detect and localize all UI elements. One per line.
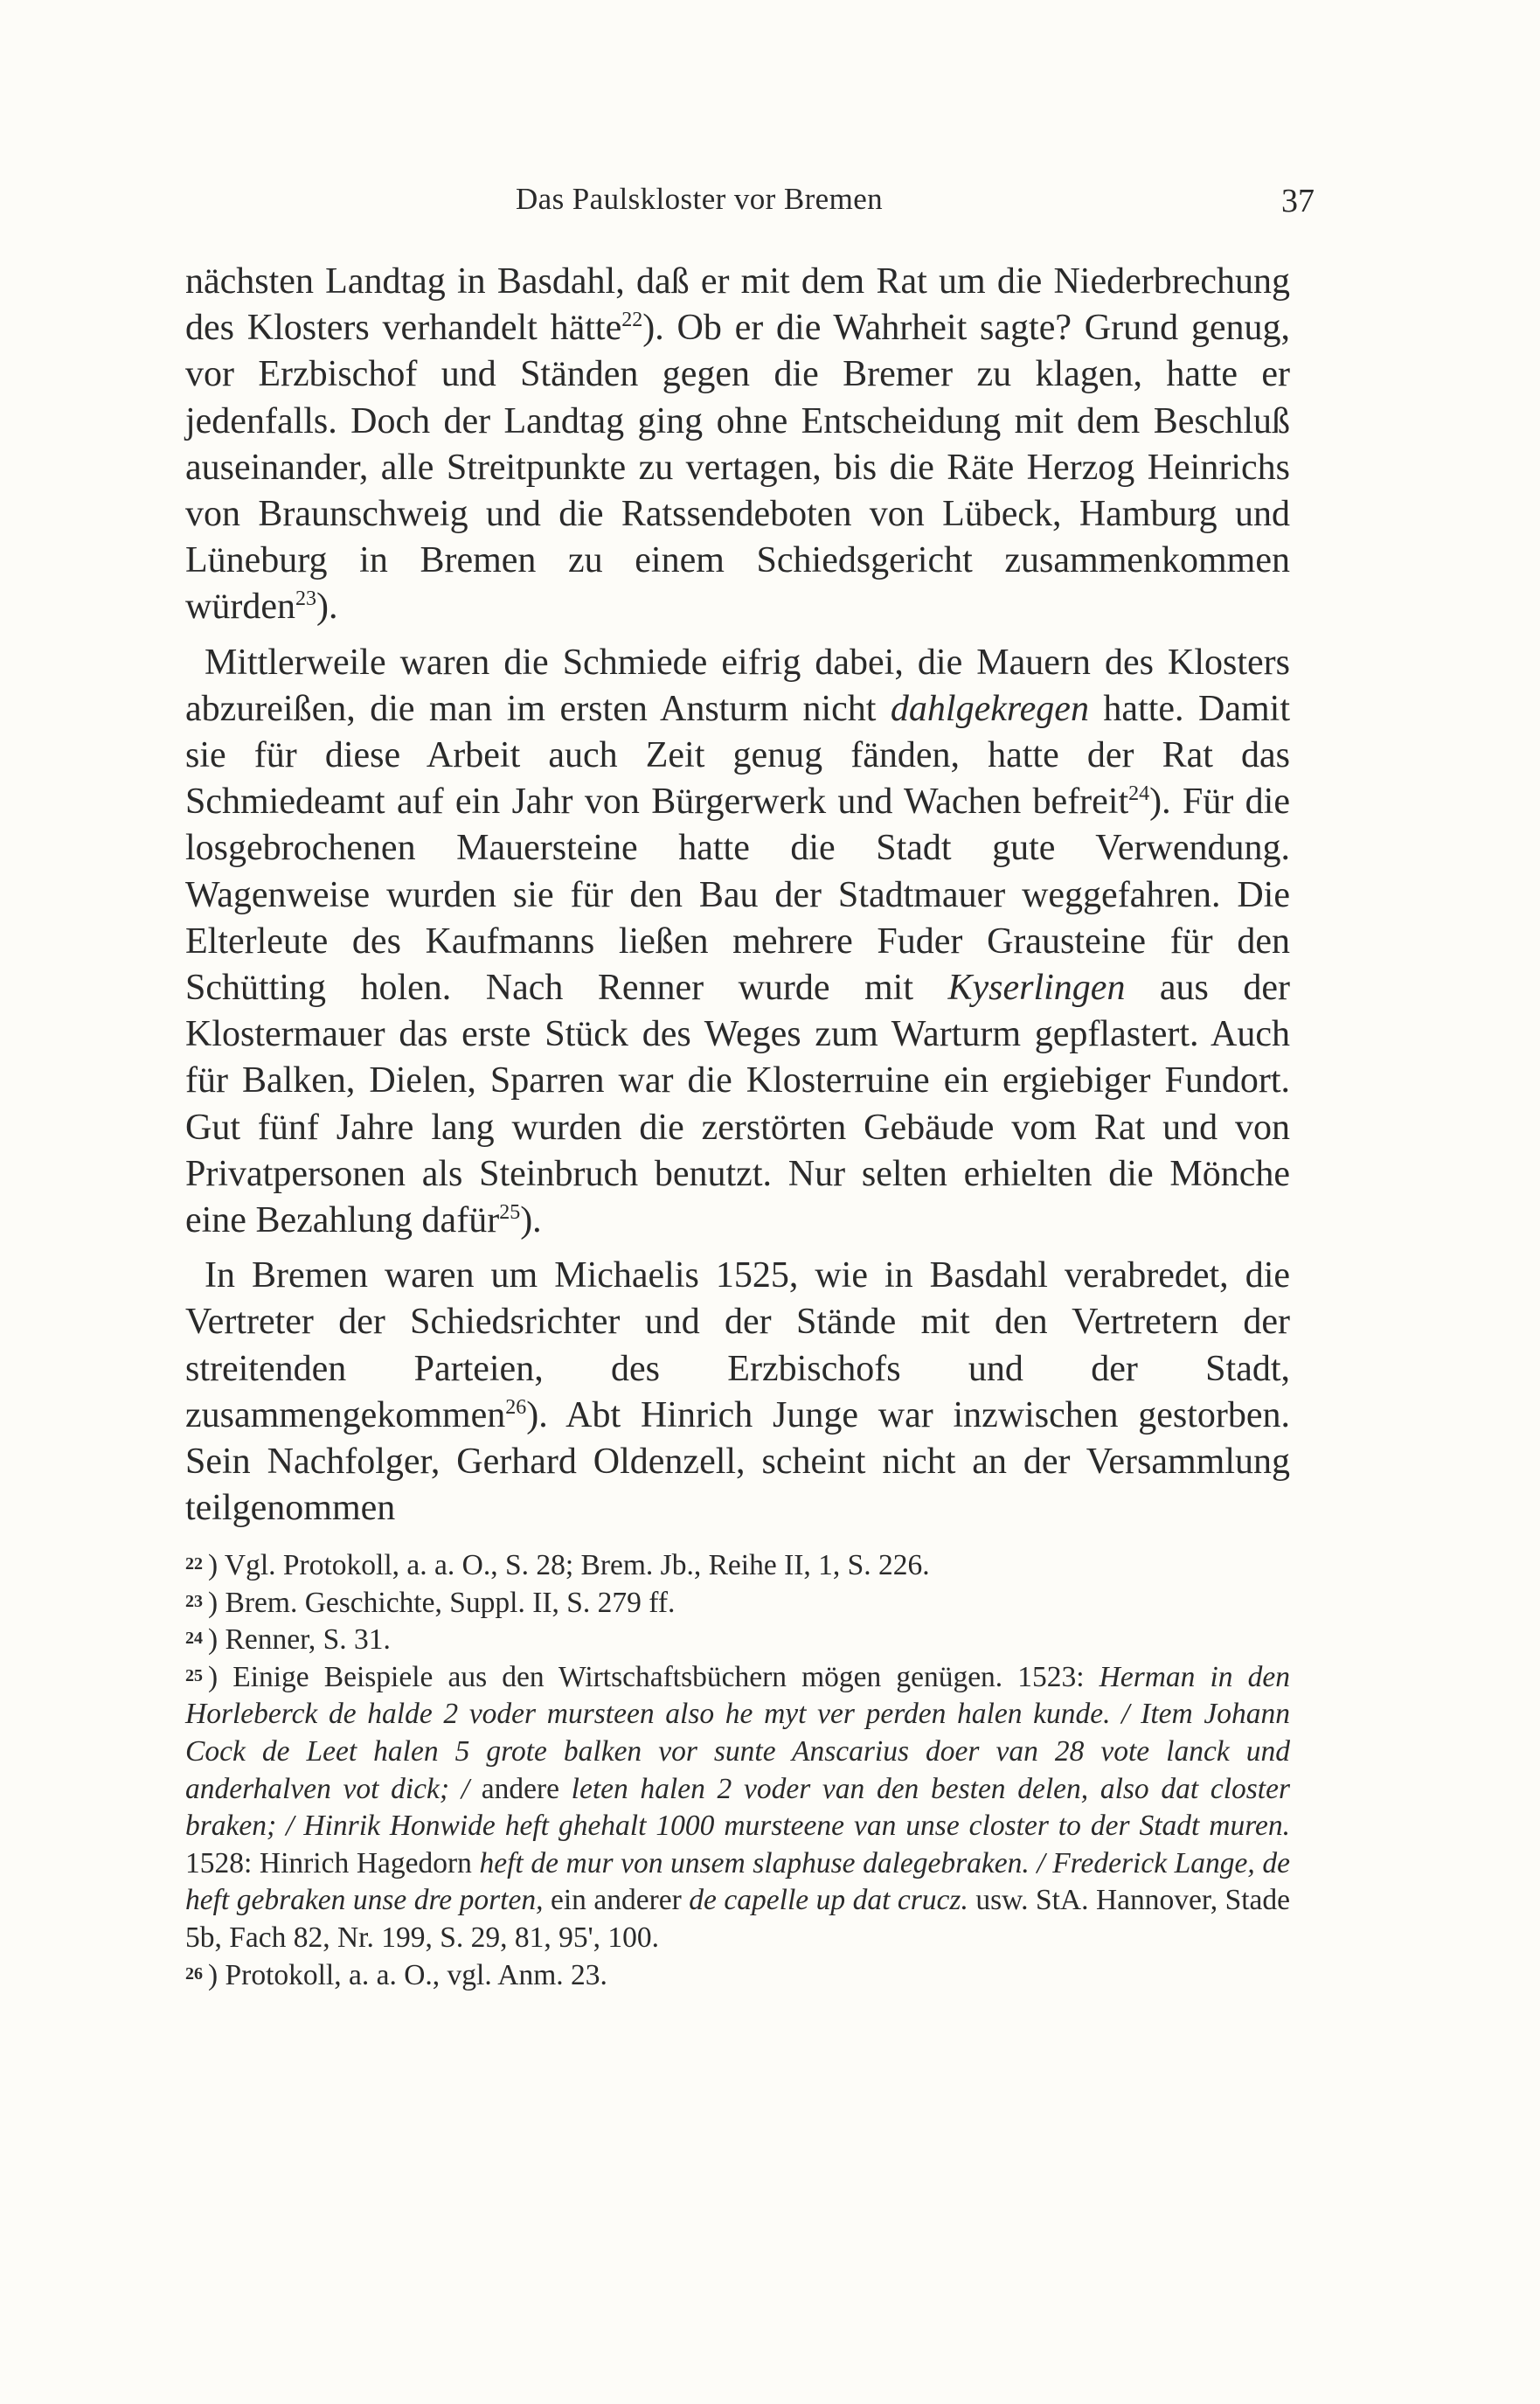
- main-text: [185, 259, 1290, 1532]
- footnote-number: 22: [185, 1554, 203, 1574]
- text-run: ).: [520, 1200, 542, 1241]
- page-number: 37: [1281, 183, 1315, 219]
- footnote-text: ) Protokoll, a. a. O., vgl. Anm. 23.: [208, 1958, 607, 1991]
- footnote-text: usw. StA. Hannover, Stade 5b, Fach 82, Nr. 199, S. 29, 81, 95', 100.: [185, 1884, 1290, 1954]
- footnote-ref-24: 24: [1128, 782, 1150, 806]
- footnote-text: ) Renner, S. 31.: [208, 1623, 391, 1657]
- quoted-source: leten halen 2 voder van den besten delen, also dat closter braken; / Hinrik Honwide heft ghehalt 1000 mursteene van unse closter to der Stadt muren.: [185, 1772, 1290, 1843]
- paragraph-3: [185, 1253, 1290, 1532]
- footnote-number: 25: [185, 1665, 203, 1685]
- footnote-text: ) Brem. Geschichte, Suppl. II, S. 279 ff.: [208, 1586, 676, 1619]
- footnote-25: [185, 1659, 1290, 1957]
- footnote-ref-23: 23: [295, 587, 316, 611]
- text-run: hatte. Damit sie für diese Arbeit auch Zeit genug fänden, hatte der Rat das Schmiedeamt auf ein Jahr von Bürgerwerk und Wachen befreit: [185, 688, 1290, 823]
- footnote-ref-25: 25: [499, 1201, 521, 1225]
- text-run: ). Für die losgebrochenen Mauersteine hatte die Stadt gute Verwendung. Wagenweise wurden sie für den Bau der Stadtmauer weggefahren. Die Elterleute des Kaufmanns ließen mehrere Fuder Grausteine für den Schütting holen. Nach Renner wurde mit: [185, 782, 1290, 1009]
- text-run: ). Abt Hinrich Junge war inzwischen gestorben. Sein Nachfolger, Gerhard Oldenzell, scheint nicht an der Versammlung teilgenommen: [185, 1394, 1290, 1529]
- footnote-text: ) Einige Beispiele aus den Wirtschaftsbüchern mögen genügen. 1523:: [208, 1660, 1100, 1693]
- footnote-23: [185, 1585, 1290, 1622]
- text-run: ).: [316, 587, 338, 628]
- quoted-source: heft de mur von unsem slaphuse dalegebraken. / Frederick Lange, de heft gebraken unse dre porten,: [185, 1846, 1290, 1917]
- footnotes: [185, 1547, 1290, 1994]
- text-run: aus der Klostermauer das erste Stück des Weges zum Warturm gepflastert. Auch für Balken, Dielen, Sparren war die Klosterruine ein ergiebiger Fundort. Gut fünf Jahre lang wurden die zerstörten Gebäude vom Rat und von Privatpersonen als Steinbruch benutzt. Nur selten erhielten die Mönche eine Bezahlung dafür: [185, 968, 1290, 1241]
- footnote-ref-22: 22: [621, 309, 643, 332]
- italic-term: dahlgekregen: [890, 688, 1089, 729]
- quoted-source: de capelle up dat crucz.: [689, 1884, 968, 1917]
- footnote-24: [185, 1622, 1290, 1659]
- paragraph-2: [185, 640, 1290, 1245]
- footnote-22: [185, 1547, 1290, 1585]
- footnote-ref-26: 26: [505, 1395, 527, 1419]
- footnote-number: 26: [185, 1963, 203, 1984]
- running-title: Das Paulskloster vor Bremen: [516, 182, 884, 216]
- footnote-text: ein anderer: [543, 1884, 690, 1917]
- footnote-text: ) Vgl. Protokoll, a. a. O., S. 28; Brem. Jb., Reihe II, 1, S. 226.: [208, 1549, 930, 1581]
- text-run: Mittlerweile waren die Schmiede eifrig dabei, die Mauern des Klosters abzureißen, die man im ersten Ansturm nicht: [185, 642, 1290, 729]
- italic-term: Kyserlingen: [947, 968, 1126, 1009]
- footnote-26: [185, 1957, 1290, 1995]
- footnote-text: 1528: Hinrich Hagedorn: [185, 1846, 480, 1879]
- footnote-number: 24: [185, 1629, 203, 1649]
- text-run: nächsten Landtag in Basdahl, daß er mit dem Rat um die Niederbrechung des Klosters verhandelt hätte: [185, 261, 1290, 349]
- text-run: In Bremen waren um Michaelis 1525, wie in Basdahl verabredet, die Vertreter der Schiedsrichter und der Stände mit den Vertretern der streitenden Parteien, des Erzbischofs und der Stadt, zusammengekommen: [185, 1255, 1290, 1435]
- page-header: [185, 182, 1315, 226]
- text-run: ). Ob er die Wahrheit sagte? Grund genug, vor Erzbischof und Ständen gegen die Bremer zu klagen, hatte er jedenfalls. Doch der Landtag ging ohne Entscheidung mit dem Beschluß auseinander, alle Streitpunkte zu vertagen, bis die Räte Herzog Heinrichs von Braunschweig und die Ratssendeboten von Lübeck, Hamburg und Lüneburg in Bremen zu einem Schiedsgericht zusammenkommen würden: [185, 308, 1291, 628]
- paragraph-1: [185, 259, 1290, 631]
- footnote-number: 23: [185, 1591, 203, 1611]
- quoted-source: Herman in den Horleberck de halde 2 voder mursteen also he myt ver perden halen kunde. / Item Johann Cock de Leet halen 5 grote balken vor sunte Anscarius doer van 28 vote lanck und anderhalven vot dick; /: [185, 1660, 1291, 1805]
- footnote-text: andere: [469, 1772, 572, 1805]
